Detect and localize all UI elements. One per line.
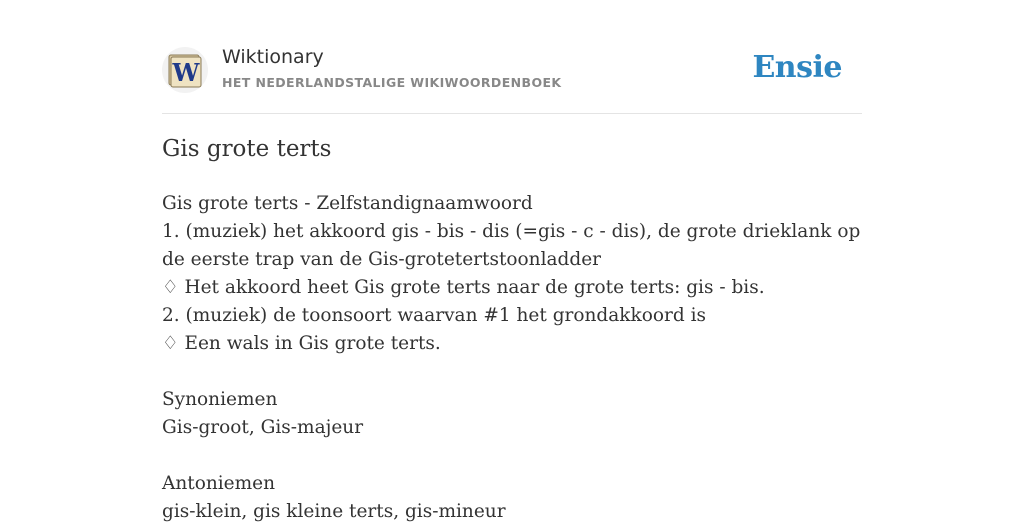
antonyms-list: gis-klein, gis kleine terts, gis-mineur: [162, 501, 506, 522]
definition-line: 2. (muziek) de toonsoort waarvan #1 het grondakkoord is: [162, 305, 706, 326]
example-line: ♢ Het akkoord heet Gis grote terts naar de grote terts: gis - bis.: [162, 277, 765, 298]
logo-letter: W: [172, 58, 200, 87]
definition-line: Gis grote terts - Zelfstandignaamwoord: [162, 193, 533, 214]
site-name[interactable]: Wiktionary: [222, 46, 324, 68]
definition-line: 1. (muziek) het akkoord gis - bis - dis (=gis - c - dis), de grote drieklank op de eerste trap van de Gis-grotetertstoonladder: [162, 221, 861, 270]
definition-content: [162, 190, 862, 526]
site-header: [162, 0, 862, 114]
spacer: [162, 442, 862, 470]
logo-tile-icon: [167, 52, 203, 88]
wiktionary-logo-icon[interactable]: [162, 47, 208, 93]
page-title: Gis grote terts: [162, 136, 332, 162]
synonyms-heading: Synoniemen: [162, 389, 278, 410]
spacer: [162, 358, 862, 386]
example-line: ♢ Een wals in Gis grote terts.: [162, 333, 441, 354]
antonyms-heading: Antoniemen: [162, 473, 276, 494]
page: [162, 0, 862, 522]
synonyms-list: Gis-groot, Gis-majeur: [162, 417, 364, 438]
ensie-brand-logo[interactable]: Ensie: [752, 50, 842, 85]
site-subtitle: HET NEDERLANDSTALIGE WIKIWOORDENBOEK: [222, 75, 562, 90]
